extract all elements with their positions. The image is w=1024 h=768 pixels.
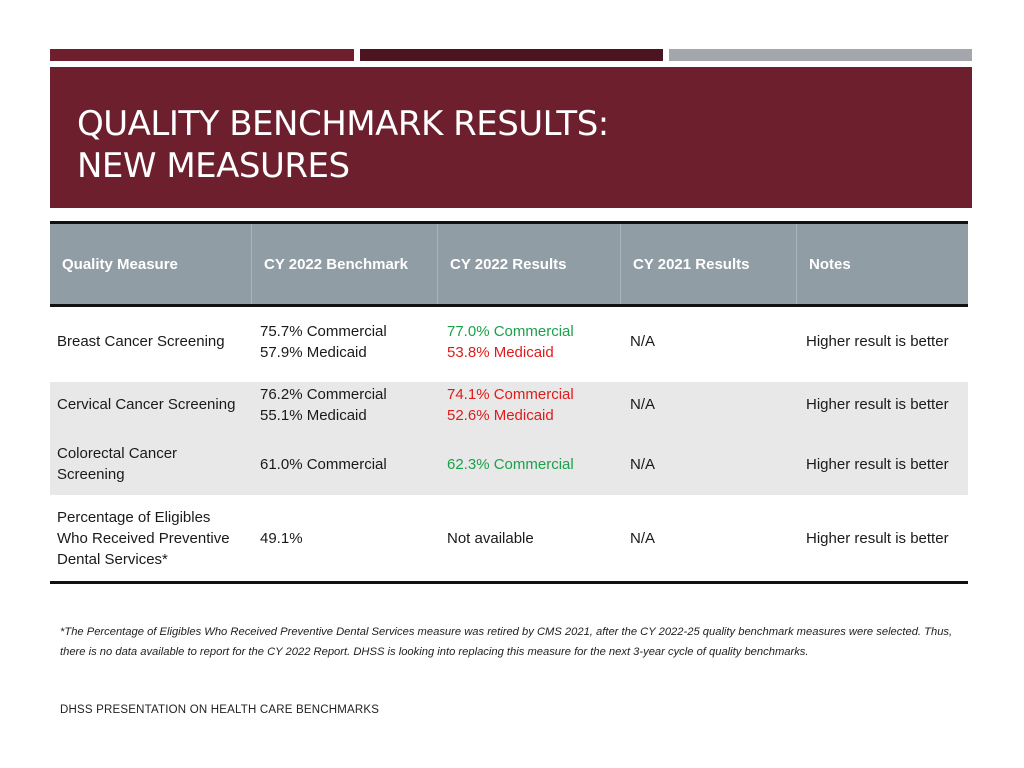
result-cell: Not available (447, 529, 534, 547)
table-header-row (50, 224, 968, 304)
slide-title-line-2: NEW MEASURES (77, 146, 350, 186)
table-row (50, 376, 968, 433)
benchmark-table (50, 221, 968, 584)
benchmark-medicaid: 57.9% Medicaid (260, 343, 367, 361)
header-cy2022-benchmark: CY 2022 Benchmark (251, 224, 437, 304)
benchmark-cell: 49.1% (260, 529, 303, 547)
measure-name: Percentage of Eligibles Who Received Preventive Dental Services* (57, 508, 230, 568)
benchmark-commercial: 76.2% Commercial (260, 385, 387, 403)
notes-cell: Higher result is better (806, 529, 949, 547)
top-accent-bars (50, 49, 972, 61)
measure-name: Cervical Cancer Screening (57, 396, 236, 413)
notes-cell: Higher result is better (806, 333, 949, 350)
result-commercial: 74.1% Commercial (447, 385, 574, 403)
footnote: *The Percentage of Eligibles Who Received Preventive Dental Services measure was retired by CMS 2021, after the CY 2022-25 quality benchmark measures were selected. Thus, there is no data available to report for the CY 2022 Report. DHSS is looking into replacing this measure for the next 3-year cycle of quality benchmarks. (60, 626, 953, 658)
result-commercial: 62.3% Commercial (447, 455, 574, 473)
table-row (50, 307, 968, 376)
cy2021-result: N/A (630, 455, 656, 473)
accent-bar-1 (50, 49, 354, 61)
accent-bar-2 (360, 49, 663, 61)
cy2021-result: N/A (630, 396, 656, 413)
cy2021-result: N/A (630, 529, 656, 547)
result-cell (437, 321, 620, 363)
benchmark-medicaid: 55.1% Medicaid (260, 406, 367, 424)
result-cell (437, 384, 620, 426)
benchmark-cell: 61.0% Commercial (260, 455, 387, 473)
table-row (50, 495, 968, 581)
notes-cell: Higher result is better (806, 396, 949, 413)
result-medicaid: 52.6% Medicaid (447, 406, 554, 424)
title-banner (50, 67, 972, 208)
benchmark-commercial: 75.7% Commercial (260, 322, 387, 340)
header-cy2021-results: CY 2021 Results (620, 224, 796, 304)
accent-bar-3 (669, 49, 972, 61)
header-cy2022-results: CY 2022 Results (437, 224, 620, 304)
benchmark-cell (251, 384, 437, 426)
table-row (50, 433, 968, 495)
measure-name: Colorectal Cancer Screening (57, 445, 178, 483)
result-commercial: 77.0% Commercial (447, 322, 574, 340)
table-bottom-rule (50, 581, 968, 584)
header-notes: Notes (796, 224, 968, 304)
footer-text: DHSS PRESENTATION ON HEALTH CARE BENCHMARKS (60, 704, 380, 716)
measure-name: Breast Cancer Screening (57, 333, 225, 350)
cy2021-result: N/A (630, 333, 656, 350)
slide-title-line-1: QUALITY BENCHMARK RESULTS: (77, 104, 609, 144)
slide-title (77, 103, 609, 187)
result-medicaid: 53.8% Medicaid (447, 343, 554, 361)
benchmark-cell (251, 321, 437, 363)
header-quality-measure: Quality Measure (62, 255, 178, 273)
notes-cell: Higher result is better (806, 455, 949, 473)
